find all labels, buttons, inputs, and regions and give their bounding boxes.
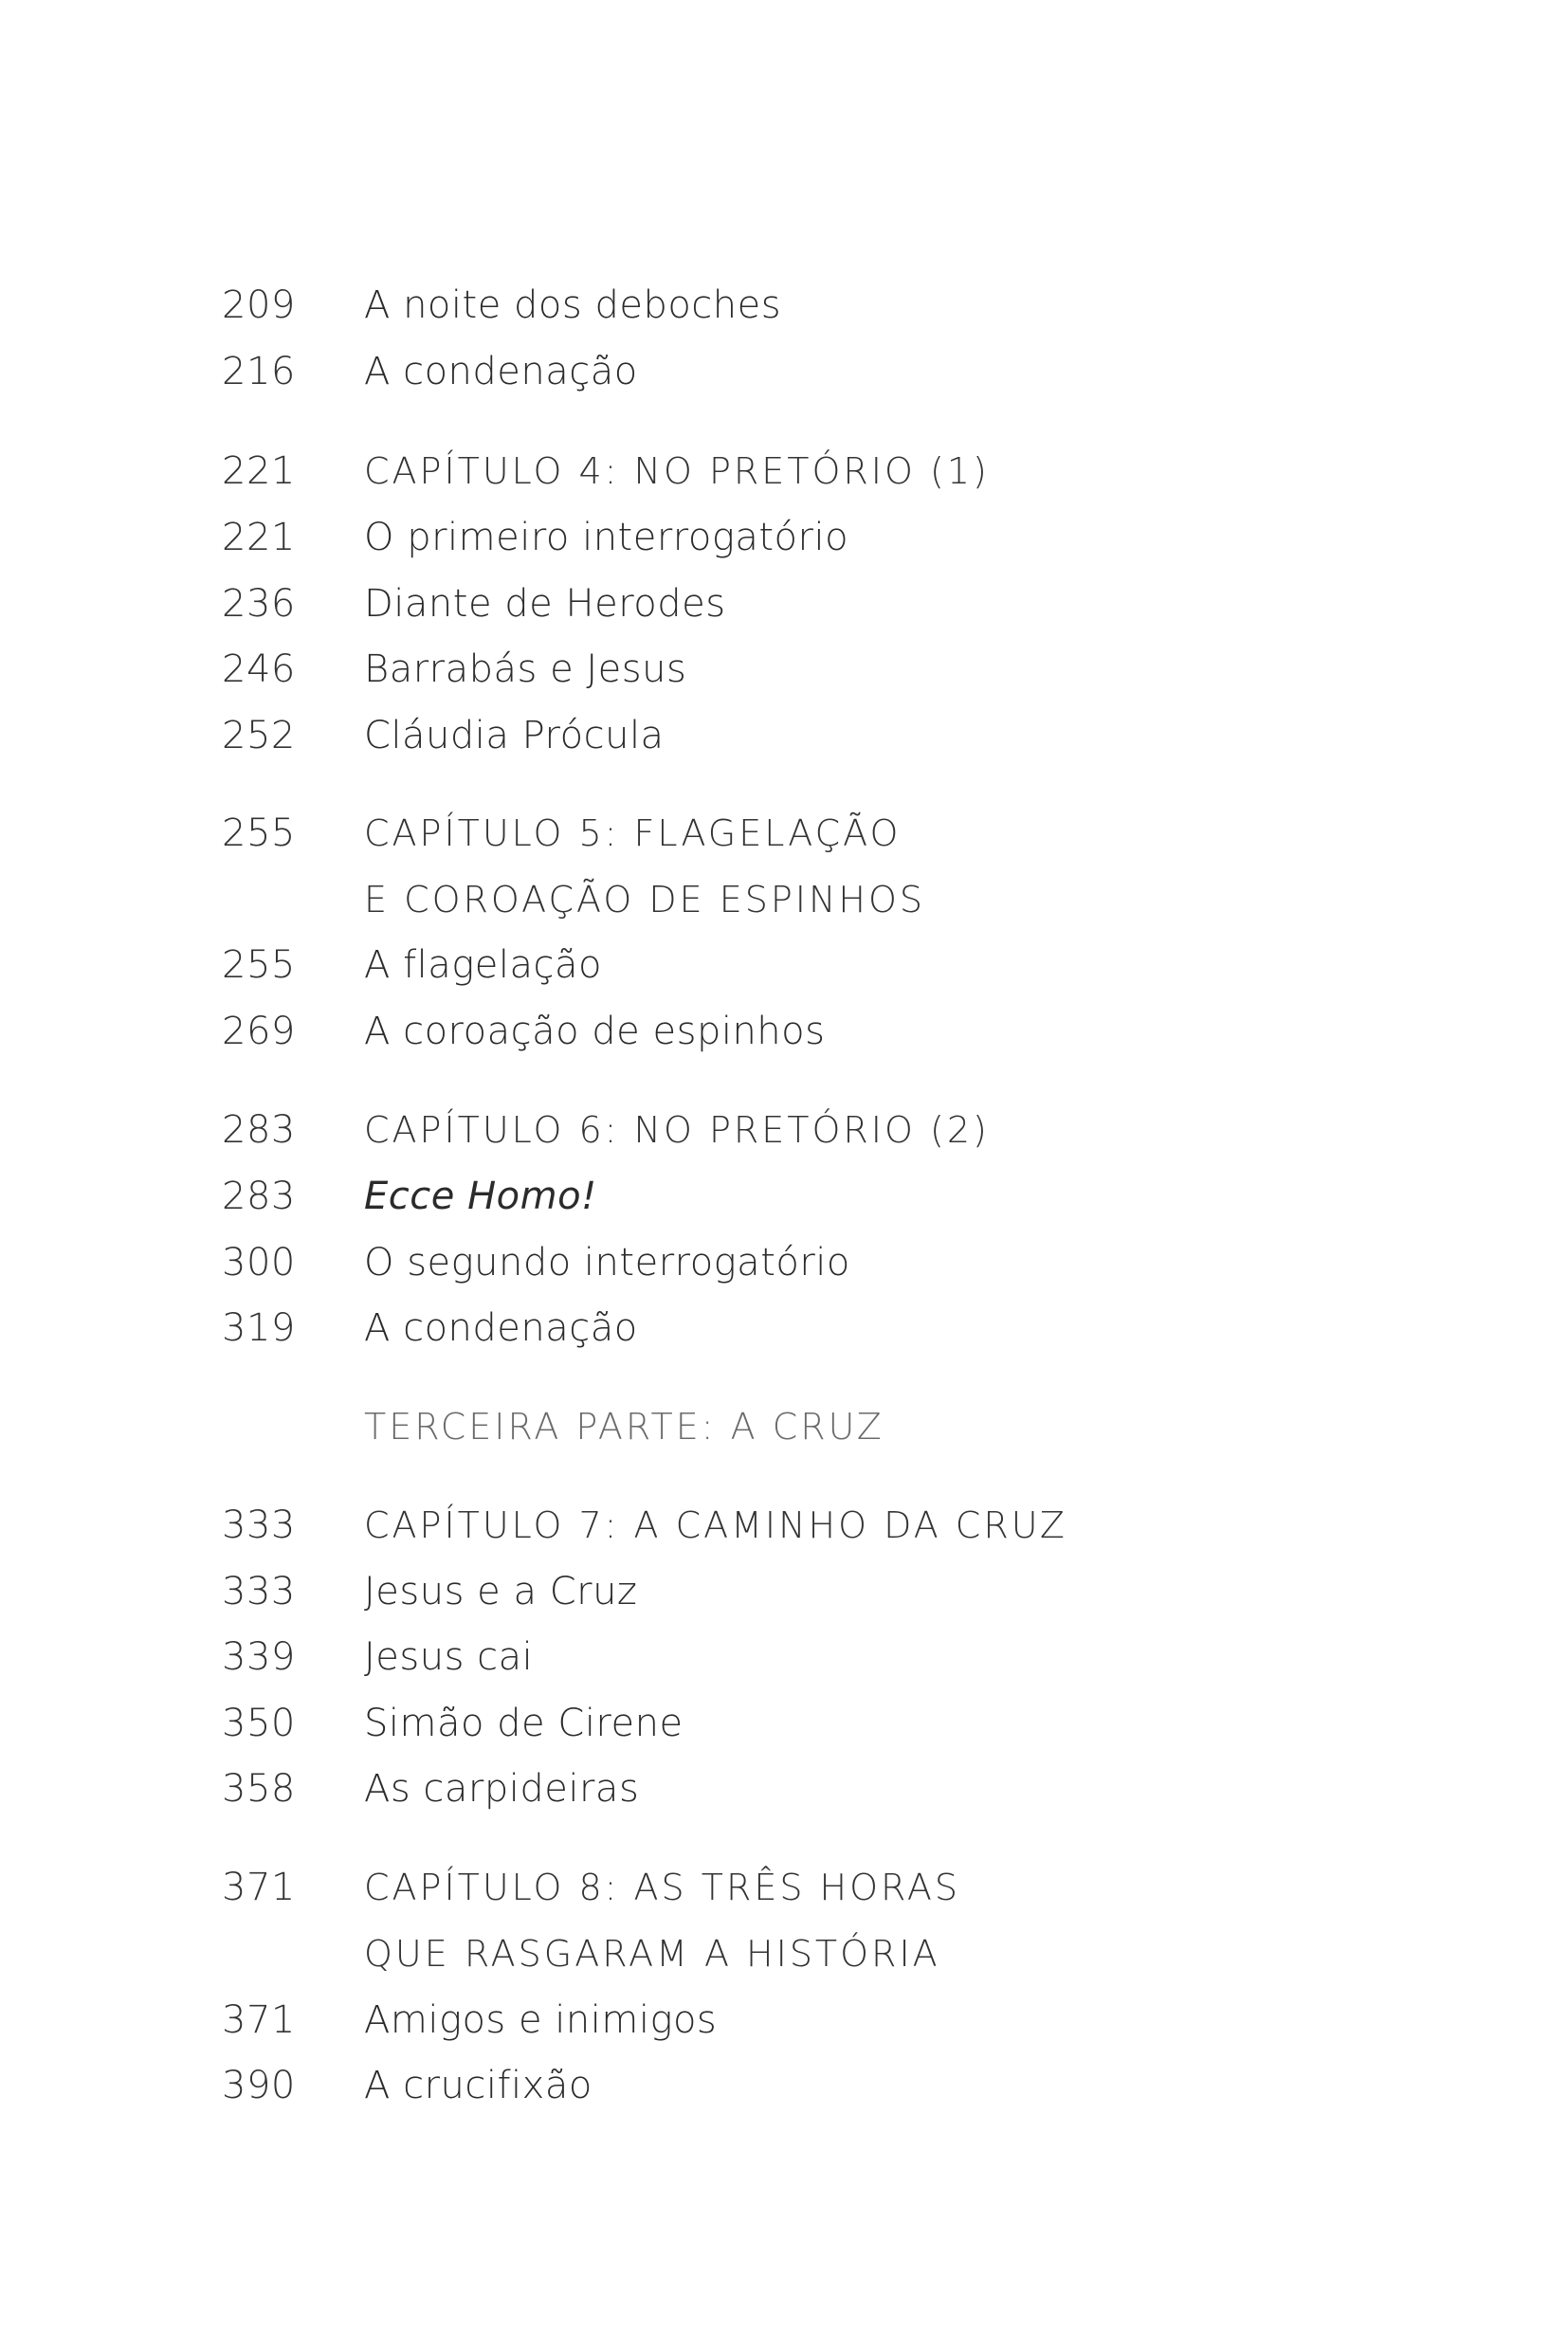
section-title: A crucifixão [364,2064,593,2107]
toc-entry[interactable] [0,343,1568,400]
toc-chapter-entry[interactable] [0,1859,1568,1916]
chapter-title: CAPÍTULO 5: FLAGELAÇÃO [364,812,902,854]
page-number: 350 [222,1702,296,1745]
chapter-title: CAPÍTULO 8: AS TRÊS HORAS [364,1867,961,1908]
page-number: 269 [222,1010,296,1053]
page-number: 246 [222,647,296,691]
page-number: 216 [222,350,296,393]
page-number: 283 [222,1175,296,1218]
toc-entry[interactable] [0,1563,1568,1620]
page-number: 333 [222,1504,296,1547]
toc-entry[interactable] [0,277,1568,334]
toc-chapter-entry[interactable] [0,805,1568,862]
page-number: 390 [222,2064,296,2107]
toc-entry[interactable] [0,1992,1568,2049]
page-number: 221 [222,516,296,559]
toc-entry[interactable] [0,937,1568,993]
toc-entry[interactable] [0,1234,1568,1291]
toc-entry[interactable] [0,1003,1568,1060]
section-title: Diante de Herodes [364,582,726,626]
section-title: Barrabás e Jesus [364,647,687,691]
page-number: 300 [222,1241,296,1285]
page-number: 319 [222,1306,296,1350]
toc-entry[interactable] [0,1629,1568,1686]
chapter-title: CAPÍTULO 4: NO PRETÓRIO (1) [364,450,990,492]
page-number: 221 [222,449,296,493]
page-number: 371 [222,1866,296,1909]
section-title: Ecce Homo! [364,1175,597,1218]
section-title: O segundo interrogatório [364,1241,850,1285]
chapter-title-continued: QUE RASGARAM A HISTÓRIA [364,1933,940,1975]
toc-entry[interactable] [0,707,1568,764]
section-title: Jesus e a Cruz [364,1570,638,1613]
toc-entry[interactable] [0,641,1568,698]
section-title: O primeiro interrogatório [364,516,849,559]
toc-chapter-continuation [0,871,1568,928]
toc-entry[interactable] [0,1300,1568,1357]
section-title: A noite dos deboches [364,283,782,327]
page-number: 371 [222,1998,296,2042]
section-title: As carpideiras [364,1767,640,1811]
page-number: 209 [222,283,296,327]
page-number: 333 [222,1570,296,1613]
section-title: A flagelação [364,943,602,987]
page-number: 236 [222,582,296,626]
page-number: 358 [222,1767,296,1811]
toc-chapter-entry[interactable] [0,1102,1568,1158]
section-title: Cláudia Prócula [364,714,665,757]
page-number: 283 [222,1108,296,1152]
section-title: A condenação [364,350,638,393]
section-title: A coroação de espinhos [364,1010,826,1053]
toc-part-heading[interactable] [0,1398,1568,1455]
section-title: Simão de Cirene [364,1702,684,1745]
toc-chapter-continuation [0,1925,1568,1982]
toc-chapter-entry[interactable] [0,1497,1568,1554]
section-title: A condenação [364,1306,638,1350]
toc-entry[interactable] [0,1168,1568,1225]
toc-entry[interactable] [0,2057,1568,2114]
toc-chapter-entry[interactable] [0,443,1568,500]
toc-entry[interactable] [0,1760,1568,1817]
page-number: 339 [222,1635,296,1679]
page-number: 252 [222,714,296,757]
section-title: Amigos e inimigos [364,1998,718,2042]
part-title: TERCEIRA PARTE: A CRUZ [364,1406,884,1448]
toc-entry[interactable] [0,575,1568,632]
toc-entry[interactable] [0,1695,1568,1752]
toc-entry[interactable] [0,509,1568,566]
chapter-title: CAPÍTULO 6: NO PRETÓRIO (2) [364,1109,990,1151]
section-title: Jesus cai [364,1635,534,1679]
chapter-title-continued: E COROAÇÃO DE ESPINHOS [364,879,925,920]
page-number: 255 [222,943,296,987]
page-number: 255 [222,811,296,855]
chapter-title: CAPÍTULO 7: A CAMINHO DA CRUZ [364,1504,1067,1546]
